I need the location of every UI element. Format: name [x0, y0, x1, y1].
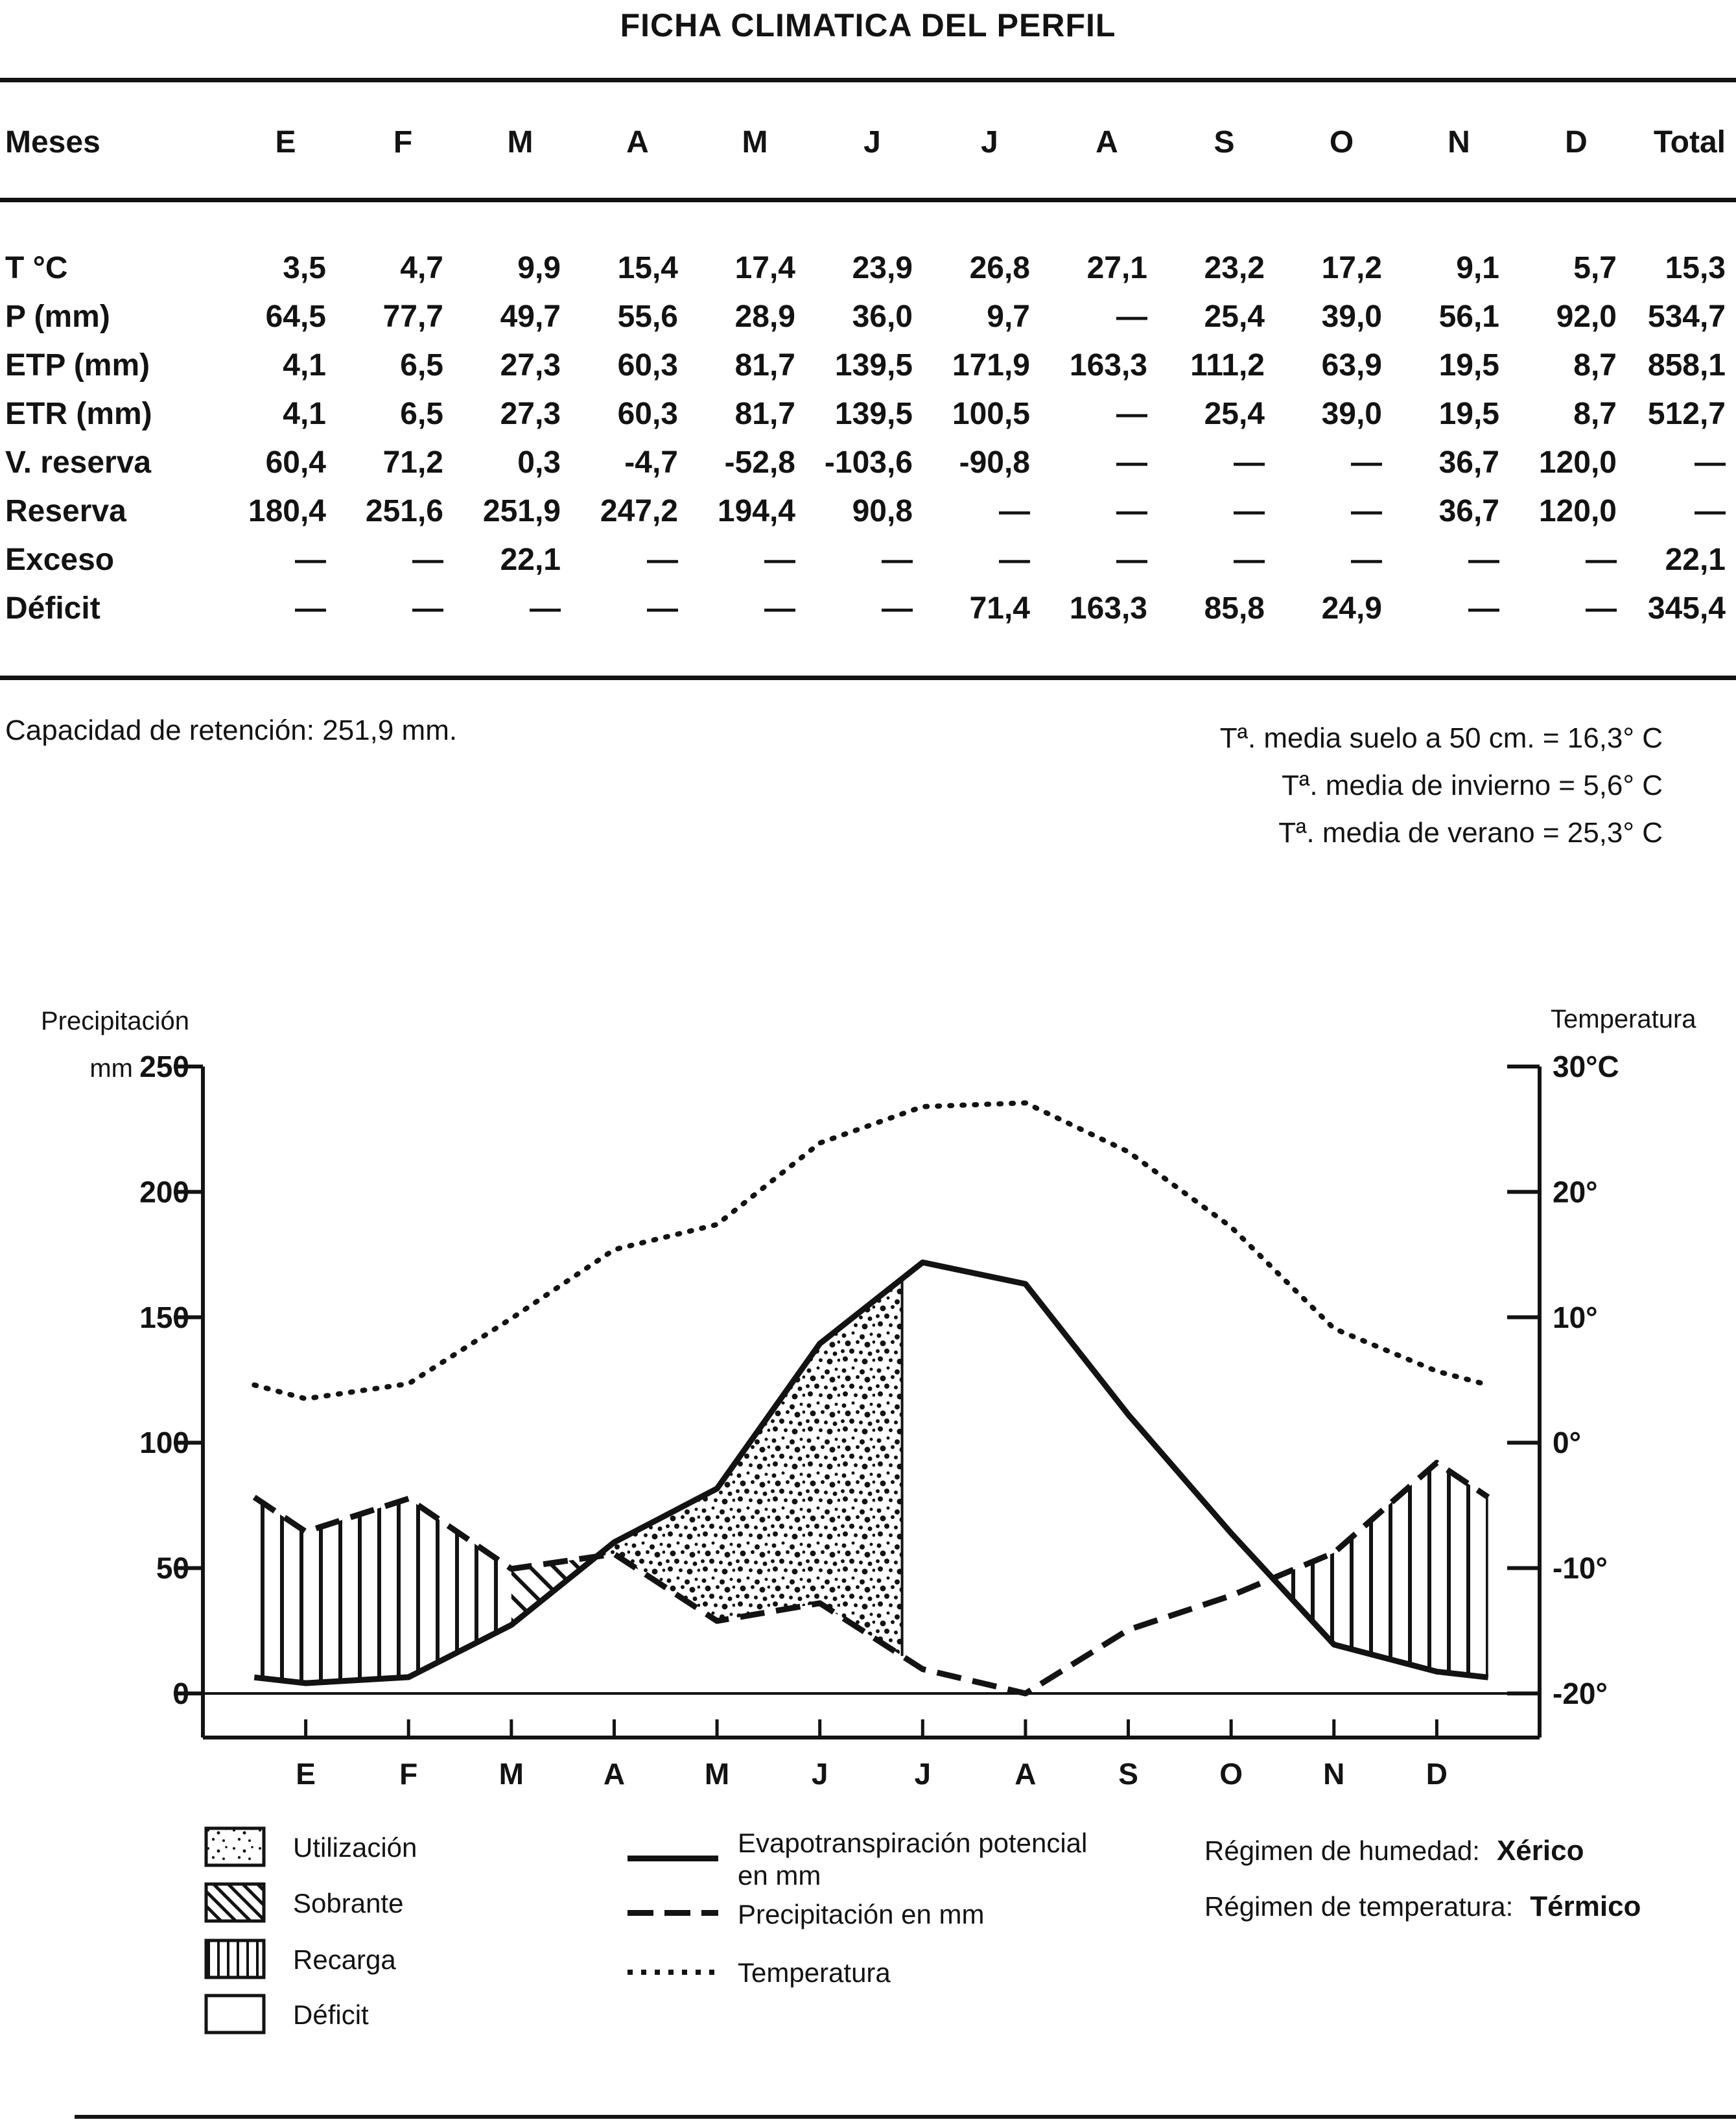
month-label: M: [704, 1757, 730, 1791]
table-cell: 27,1: [1086, 251, 1147, 285]
table-cell: —: [1234, 445, 1265, 480]
table-cell: 9,7: [987, 300, 1030, 334]
column-header-total: Total: [1653, 125, 1726, 159]
table-cell: 5,7: [1573, 251, 1617, 285]
month-label: S: [1118, 1757, 1138, 1791]
month-label: M: [499, 1757, 524, 1791]
table-cell: 27,3: [500, 348, 561, 383]
table-cell: 858,1: [1647, 348, 1726, 383]
month-label: O: [1219, 1757, 1243, 1791]
temperature-regime-value: Térmico: [1530, 1891, 1641, 1922]
table-header-row: [0, 124, 1736, 160]
table-cell: 4,1: [283, 348, 326, 383]
table-cell: 85,8: [1204, 591, 1265, 626]
row-label: V. reserva: [5, 445, 152, 480]
table-cell: —: [647, 543, 678, 577]
table-cell: 49,7: [500, 300, 561, 334]
table-cell: —: [1116, 445, 1147, 480]
table-cell: —: [882, 591, 913, 626]
left-tick-label: 150: [139, 1300, 189, 1334]
column-header-month-10: O: [1329, 125, 1354, 159]
table-cell: 19,5: [1438, 397, 1499, 431]
table-cell: 4,7: [400, 251, 443, 285]
table-cell: 92,0: [1556, 300, 1617, 334]
table-cell: -103,6: [824, 445, 913, 480]
table-cell: 25,4: [1204, 300, 1265, 334]
table-cell: 251,9: [482, 494, 561, 528]
table-cell: —: [1468, 543, 1499, 577]
table-cell: 9,9: [517, 251, 561, 285]
table-cell: 180,4: [248, 494, 326, 528]
table-cell: 251,6: [365, 494, 443, 528]
table-cell: -52,8: [724, 445, 795, 480]
table-cell: -90,8: [959, 445, 1030, 480]
table-cell: 60,4: [265, 445, 326, 480]
table-cell: —: [999, 494, 1030, 528]
row-label: T °C: [5, 251, 68, 285]
table-cell: 81,7: [734, 348, 795, 383]
climate-chart: [0, 973, 1736, 1802]
right-tick-label: 30°C: [1553, 1050, 1619, 1083]
column-header-month-4: A: [626, 125, 649, 159]
table-cell: 56,1: [1438, 300, 1499, 334]
deficit-swatch-icon: [204, 1994, 266, 2034]
table-cell: 6,5: [400, 397, 443, 431]
column-header-month-5: M: [742, 125, 768, 159]
retention-capacity-note: Capacidad de retención: 251,9 mm.: [5, 714, 458, 746]
table-cell: 36,7: [1438, 445, 1499, 480]
table-cell: 17,4: [734, 251, 795, 285]
column-header-month-9: S: [1214, 125, 1235, 159]
divider-bottom: [0, 676, 1736, 680]
divider-header: [0, 198, 1736, 202]
table-cell: 120,0: [1538, 494, 1617, 528]
month-label: J: [811, 1757, 828, 1791]
row-label: ETP (mm): [5, 348, 150, 383]
row-label: P (mm): [5, 300, 110, 334]
column-header-month-7: J: [981, 125, 998, 159]
table-cell: 81,7: [734, 397, 795, 431]
right-tick-label: 20°: [1553, 1175, 1598, 1209]
table-cell: —: [530, 591, 561, 626]
table-cell: —: [1234, 543, 1265, 577]
table-cell: 24,9: [1321, 591, 1382, 626]
table-cell: 15,3: [1665, 251, 1726, 285]
table-cell: 23,2: [1204, 251, 1265, 285]
table-cell: —: [1116, 543, 1147, 577]
table-cell: 90,8: [852, 494, 913, 528]
left-axis-unit: mm: [89, 1054, 133, 1083]
table-cell: —: [1351, 494, 1382, 528]
table-cell: —: [412, 543, 443, 577]
month-label: A: [1015, 1757, 1037, 1791]
row-label: Déficit: [5, 591, 100, 626]
table-cell: 36,0: [852, 300, 913, 334]
table-cell: —: [1695, 494, 1726, 528]
humidity-regime-value: Xérico: [1496, 1835, 1584, 1867]
right-tick-label: 10°: [1553, 1300, 1598, 1334]
table-cell: 247,2: [600, 494, 678, 528]
left-tick-label: 200: [139, 1175, 189, 1209]
humidity-regime: [1204, 1835, 1584, 1867]
page-title: FICHA CLIMATICA DEL PERFIL: [620, 7, 1116, 43]
table-cell: 9,1: [1456, 251, 1499, 285]
table-cell: 55,6: [617, 300, 678, 334]
legend-label-precip-line: Precipitación en mm: [738, 1899, 985, 1929]
legend-label-deficit: Déficit: [293, 1999, 369, 2030]
table-cell: —: [647, 591, 678, 626]
table-cell: 171,9: [952, 348, 1030, 383]
climate-table: [0, 244, 1736, 633]
soil-temperature-notes: [1220, 714, 1663, 856]
table-cell: 139,5: [834, 397, 913, 431]
page-bottom-rule: [75, 2115, 1736, 2119]
humidity-regime-label: Régimen de humedad:: [1204, 1835, 1480, 1866]
column-header-month-12: D: [1565, 125, 1588, 159]
right-tick-label: -10°: [1553, 1551, 1608, 1585]
table-cell: 60,3: [617, 397, 678, 431]
column-header-month-8: A: [1096, 125, 1118, 159]
utilizacion-swatch-icon: [204, 1826, 266, 1867]
table-cell: 28,9: [734, 300, 795, 334]
table-cell: —: [999, 543, 1030, 577]
table-cell: 25,4: [1204, 397, 1265, 431]
table-cell: —: [1695, 445, 1726, 480]
sobrante-swatch-icon: [204, 1882, 266, 1923]
table-cell: 534,7: [1647, 300, 1726, 334]
month-label: D: [1425, 1757, 1448, 1791]
table-cell: 64,5: [265, 300, 326, 334]
table-cell: 4,1: [283, 397, 326, 431]
table-cell: —: [1116, 300, 1147, 334]
table-cell: —: [764, 591, 795, 626]
table-cell: 63,9: [1321, 348, 1382, 383]
legend-label-temp-line: Temperatura: [738, 1957, 891, 1988]
table-cell: —: [1116, 397, 1147, 431]
table-cell: —: [1116, 494, 1147, 528]
right-tick-label: -20°: [1553, 1677, 1608, 1710]
table-cell: 3,5: [283, 251, 326, 285]
column-header-month-2: F: [393, 125, 413, 159]
table-cell: 8,7: [1573, 397, 1617, 431]
table-cell: 36,7: [1438, 494, 1499, 528]
table-cell: 163,3: [1069, 348, 1147, 383]
table-cell: 163,3: [1069, 591, 1147, 626]
table-cell: 8,7: [1573, 348, 1617, 383]
table-cell: 23,9: [852, 251, 913, 285]
table-cell: 39,0: [1321, 300, 1382, 334]
table-cell: 17,2: [1321, 251, 1382, 285]
left-axis-title: Precipitación: [40, 1007, 189, 1035]
table-cell: 22,1: [500, 543, 561, 577]
table-cell: 139,5: [834, 348, 913, 383]
table-cell: —: [1234, 494, 1265, 528]
table-cell: 22,1: [1665, 543, 1726, 577]
table-cell: —: [295, 591, 326, 626]
right-tick-label: 0°: [1553, 1426, 1581, 1460]
table-cell: 194,4: [717, 494, 795, 528]
column-header-month-6: J: [863, 125, 881, 159]
dotted-line-icon: [628, 1970, 718, 1975]
table-cell: —: [764, 543, 795, 577]
temperature-regime-label: Régimen de temperatura:: [1204, 1891, 1514, 1922]
table-cell: 60,3: [617, 348, 678, 383]
row-label: Reserva: [5, 494, 126, 528]
right-axis-title: Temperatura: [1551, 1005, 1696, 1033]
table-cell: 19,5: [1438, 348, 1499, 383]
left-tick-label: 250: [139, 1050, 189, 1083]
month-label: A: [603, 1757, 626, 1791]
dashed-line-icon: [628, 1910, 718, 1916]
month-label: J: [914, 1757, 932, 1791]
column-header-month-3: M: [507, 125, 534, 159]
table-cell: 71,2: [382, 445, 443, 480]
table-cell: 111,2: [1190, 348, 1265, 383]
table-cell: 27,3: [500, 397, 561, 431]
legend-label-etp-line: Evapotranspiración potencial en mm: [738, 1828, 1088, 1891]
temperature-regime: [1204, 1891, 1641, 1923]
table-cell: 77,7: [382, 300, 443, 334]
solid-line-icon: [628, 1856, 718, 1861]
row-label: ETR (mm): [5, 397, 152, 431]
column-header-meses: Meses: [5, 125, 100, 159]
table-cell: 100,5: [952, 397, 1030, 431]
table-cell: —: [295, 543, 326, 577]
table-cell: 345,4: [1647, 591, 1726, 626]
table-cell: 0,3: [517, 445, 561, 480]
chart-area-recarga-autumn: [1273, 1463, 1488, 1677]
legend-label-utilizacion: Utilización: [293, 1832, 417, 1863]
table-cell: —: [412, 591, 443, 626]
chart-area-utilizacion: [596, 1279, 902, 1656]
table-cell: —: [882, 543, 913, 577]
table-cell: 71,4: [969, 591, 1030, 626]
left-tick-label: 100: [139, 1426, 189, 1460]
table-cell: —: [1468, 591, 1499, 626]
note-soil-temp: Tª. media suelo a 50 cm. = 16,3° C: [1219, 722, 1663, 754]
table-cell: —: [1586, 543, 1617, 577]
table-cell: 6,5: [400, 348, 443, 383]
table-cell: —: [1586, 591, 1617, 626]
table-cell: 120,0: [1538, 445, 1617, 480]
left-tick-label: 50: [156, 1551, 189, 1585]
row-label: Exceso: [5, 543, 115, 577]
table-cell: —: [1351, 445, 1382, 480]
month-label: F: [399, 1757, 418, 1791]
left-tick-label: 0: [172, 1677, 189, 1710]
note-summer-temp: Tª. media de verano = 25,3° C: [1278, 817, 1663, 849]
table-cell: —: [1351, 543, 1382, 577]
table-cell: 39,0: [1321, 397, 1382, 431]
month-label: N: [1323, 1757, 1345, 1791]
month-label: E: [296, 1757, 316, 1791]
divider-top: [0, 78, 1736, 82]
note-winter-temp: Tª. media de invierno = 5,6° C: [1282, 770, 1663, 801]
legend-label-sobrante: Sobrante: [293, 1888, 404, 1918]
table-cell: 512,7: [1647, 397, 1726, 431]
column-header-month-1: E: [275, 125, 296, 159]
table-cell: 15,4: [617, 251, 678, 285]
recarga-swatch-icon: [204, 1939, 266, 1979]
legend-label-recarga: Recarga: [293, 1944, 396, 1975]
table-cell: 26,8: [969, 251, 1030, 285]
column-header-month-11: N: [1448, 125, 1470, 159]
table-cell: -4,7: [624, 445, 678, 480]
